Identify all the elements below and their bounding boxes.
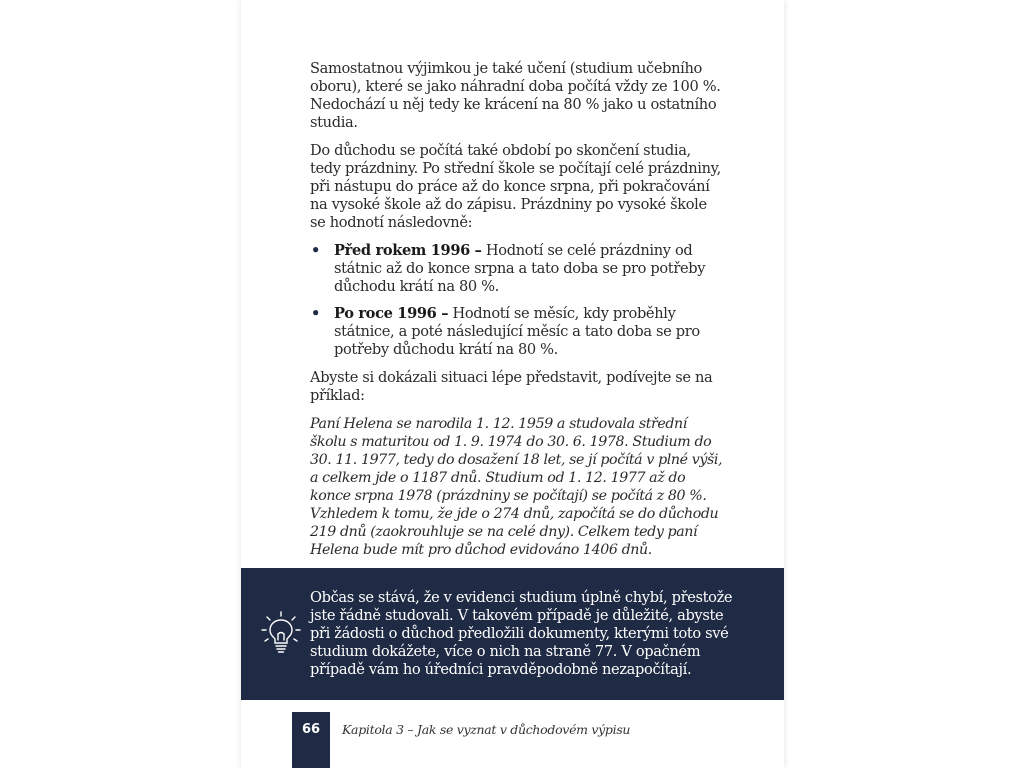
paragraph-holidays: Do důchodu se počítá také období po skončení studia, tedy prázdniny. Po střední škole se počítají celé prázdniny, při nástupu do práce až do konce srpna, při pokračování na vysoké škole až do zápisu. Prázdniny po vysoké škole se hodnotí následovně: [310, 142, 721, 231]
lightbulb-icon [261, 610, 301, 656]
paragraph-example-intro: Abyste si dokázali situaci lépe představit, podívejte se na příklad: [310, 369, 713, 404]
tip-box [241, 568, 784, 700]
page-body [310, 60, 724, 569]
bullet-text: Hodnotí se měsíc, kdy proběhly státnice, a poté následující měsíc a tato doba se pro potřeby důchodu krátí na 80 %. [334, 305, 700, 358]
chapter-title: Kapitola 3 – Jak se vyznat v důchodovém výpisu [342, 722, 631, 737]
page-number: 66 [301, 722, 321, 737]
bullet-list [310, 242, 724, 359]
bullet-lead: Po roce 1996 – [334, 305, 449, 322]
bullet-text: Hodnotí se celé prázdniny od státnic až do konce srpna a tato doba se pro potřeby důchodu krátí na 80 %. [334, 242, 706, 295]
bullet-lead: Před rokem 1996 – [334, 242, 482, 259]
paragraph-apprenticeship: Samostatnou výjimkou je také učení (studium učebního oboru), které se jako náhradní doba počítá vždy ze 100 %. Nedochází u něj tedy ke krácení na 80 % jako u ostatního studia. [310, 60, 721, 131]
bullet-marker: • [311, 305, 320, 322]
tip-text: Občas se stává, že v evidenci studium úplně chybí, přestože jste řádně studovali. V takovém případě je důležité, abyste při žádosti o důchod předložili dokumenty, kterými toto své studium dokážete, více o nich na straně 77. V opačném případě vám ho úředníci pravděpodobně nezapočítají. [310, 589, 733, 678]
page-number-tab [292, 712, 330, 768]
list-item [310, 242, 724, 296]
bullet-marker: • [311, 242, 320, 259]
example-paragraph: Paní Helena se narodila 1. 12. 1959 a studovala střední školu s maturitou od 1. 9. 1974 do 30. 6. 1978. Studium do 30. 11. 1977, tedy do dosažení 18 let, se jí počítá v plné výši, a celkem jde o 1187 dnů. Studium od 1. 12. 1977 až do konce srpna 1978 (prázdniny se počítají) se počítá z 80 %. Vzhledem k tomu, že jde o 274 dnů, započítá se do důchodu 219 dnů (zaokrouhluje se na celé dny). Celkem tedy paní Helena bude mít pro důchod evidováno 1406 dnů. [310, 416, 723, 558]
list-item [310, 305, 724, 359]
document-page [241, 0, 784, 768]
